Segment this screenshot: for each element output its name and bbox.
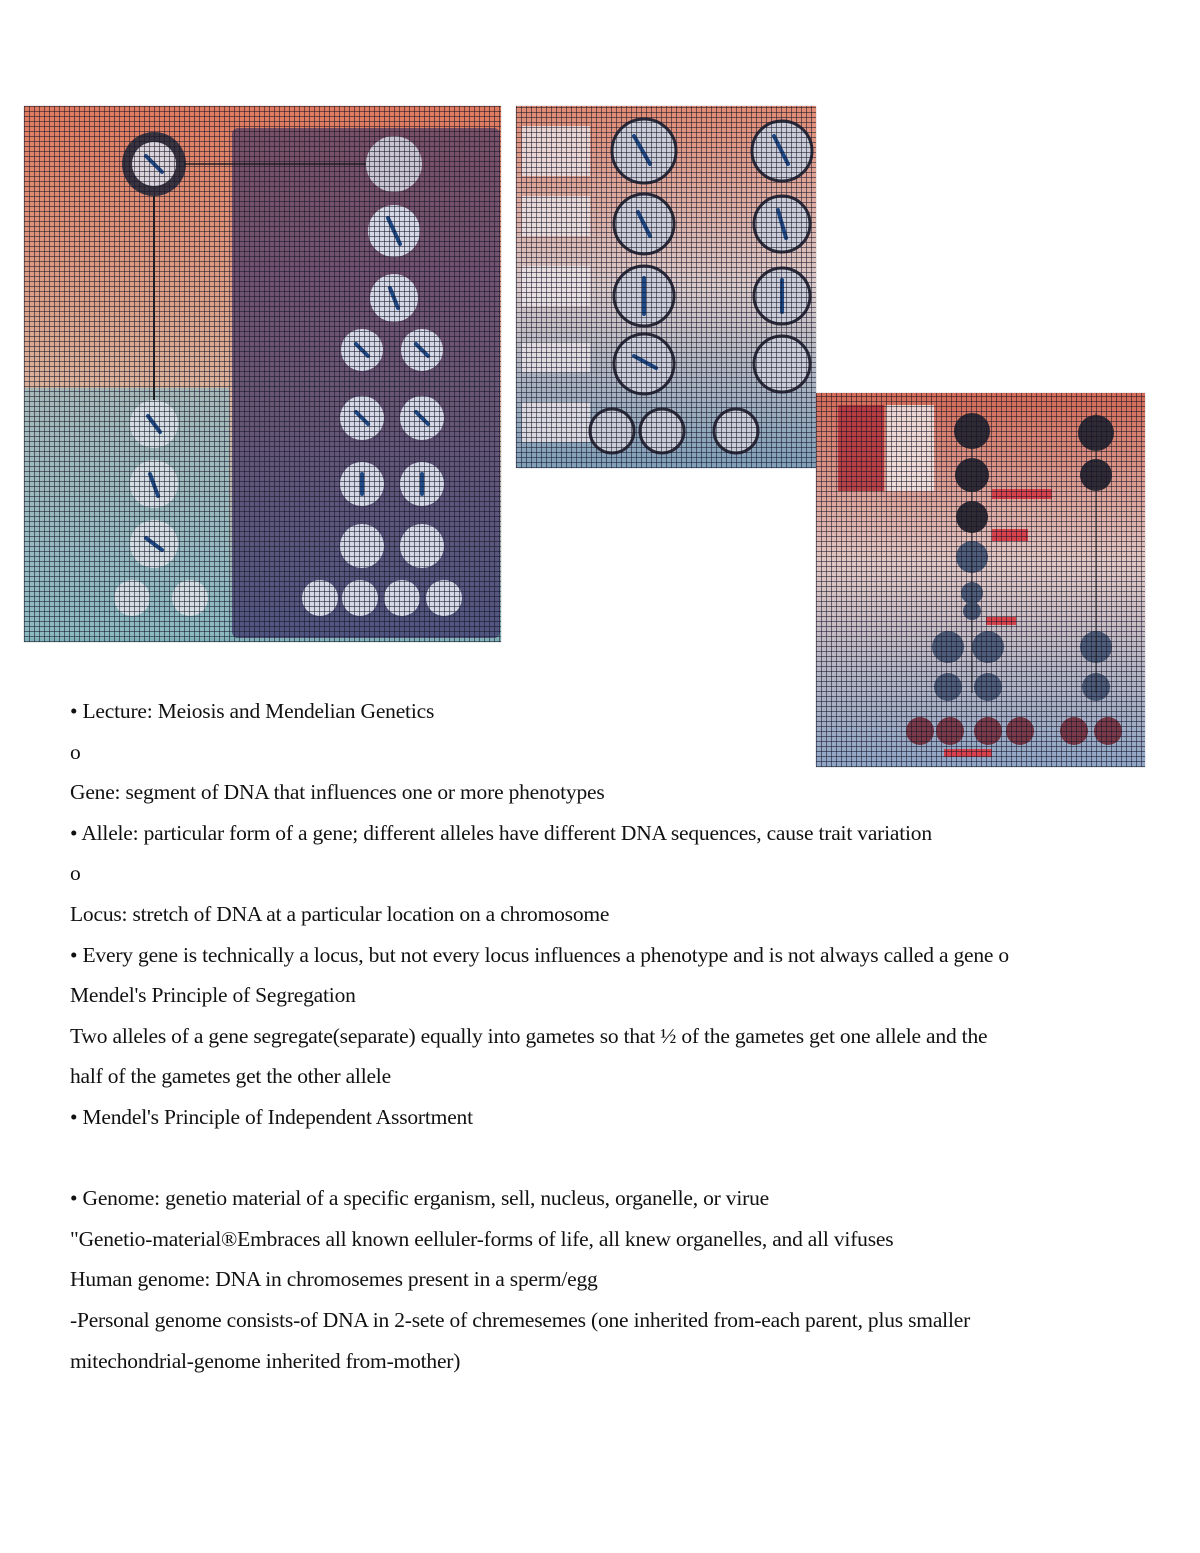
meiosis-mitosis-figure (24, 106, 501, 642)
lecture-notes (70, 691, 1150, 1381)
note-line: • Allele: particular form of a gene; different alleles have different DNA sequences, cause trait variation (70, 820, 932, 845)
note-line: Mendel's Principle of Segregation (70, 983, 356, 1008)
blank-line (70, 1138, 1150, 1179)
meiosis-stages-photo (516, 106, 816, 468)
note-line: Two alleles of a gene segregate(separate) equally into gametes so that ½ of the gametes get one allele and the (70, 1023, 988, 1048)
note-line: o (70, 739, 81, 764)
note-line: Human genome: DNA in chromosemes present in a sperm/egg (70, 1267, 598, 1292)
note-line: o (70, 861, 81, 886)
note-line: mitechondrial-genome inherited from-mother) (70, 1348, 461, 1373)
note-line: Gene: segment of DNA that influences one or more phenotypes (70, 780, 605, 805)
note-line: "Genetio-material®Embraces all known eelluler-forms of life, all knew organelles, and all vifuses (70, 1226, 894, 1251)
note-line: • Genome: genetio material of a specific erganism, sell, nucleus, organelle, or virue (70, 1186, 769, 1211)
note-line: half of the gametes get the other allele (70, 1064, 391, 1089)
note-line: Locus: stretch of DNA at a particular location on a chromosome (70, 901, 610, 926)
meiosis-mitosis-comparison-photo (24, 106, 501, 642)
note-line: • Mendel's Principle of Independent Assortment (70, 1104, 473, 1129)
note-line: • Every gene is technically a locus, but not every locus influences a phenotype and is not always called a gene o (70, 942, 1009, 967)
meiosis-stages-figure (516, 106, 816, 468)
note-line: -Personal genome consists-of DNA in 2-sete of chremesemes (one inherited from-each parent, plus smaller (70, 1307, 971, 1332)
note-line: • Lecture: Meiosis and Mendelian Genetics (70, 699, 435, 723)
